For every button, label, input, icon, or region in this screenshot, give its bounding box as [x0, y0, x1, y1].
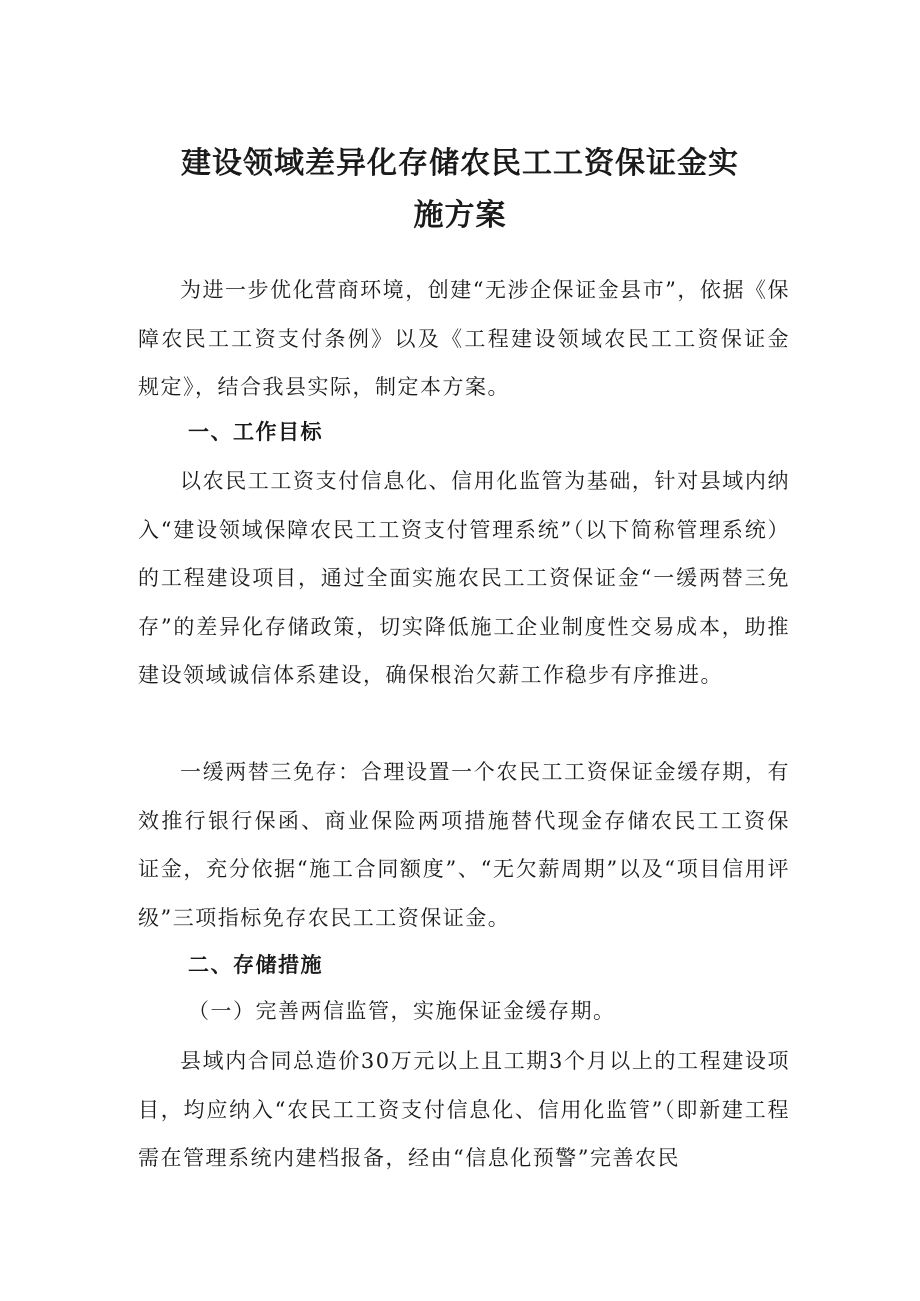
measures-paragraph: 县域内合同总造价30万元以上且工期3个月以上的工程建设项目，均应纳入“农民工工资支付信息化、信用化监管”（即新建工程需在管理系统内建档报备，经由“信息化预警”完善农民 — [138, 1049, 790, 1170]
section-heading-goals: 一、工作目标 — [188, 420, 323, 444]
section-heading-measures: 二、存储措施 — [188, 953, 323, 977]
goals-paragraph: 以农民工工资支付信息化、信用化监管为基础，针对县域内纳入“建设领域保障农民工工资支付管理系统”（以下简称管理系统）的工程建设项目，通过全面实施农民工工资保证金“一缓两替三免存”的差异化存储政策，切实降低施工企业制度性交易成本，助推建设领域诚信体系建设，确保根治欠薪工作稳步有序推进。 — [138, 469, 790, 687]
document-title-line-1: 建设领域差异化存储农民工工资保证金实 — [181, 146, 739, 181]
document-title-line-2: 施方案 — [413, 198, 507, 233]
policy-definition-paragraph: 一缓两替三免存：合理设置一个农民工工资保证金缓存期，有效推行银行保函、商业保险两项措施替代现金存储农民工工资保证金，充分依据“施工合同额度”、“无欠薪周期”以及“项目信用评级”三项指标免存农民工工资保证金。 — [138, 760, 790, 930]
intro-paragraph: 为进一步优化营商环境，创建“无涉企保证金县市”，依据《保障农民工工资支付条例》以及《工程建设领域农民工工资保证金规定》，结合我县实际，制定本方案。 — [138, 278, 790, 399]
subsection-heading-1: （一）完善两信监管，实施保证金缓存期。 — [188, 999, 616, 1023]
